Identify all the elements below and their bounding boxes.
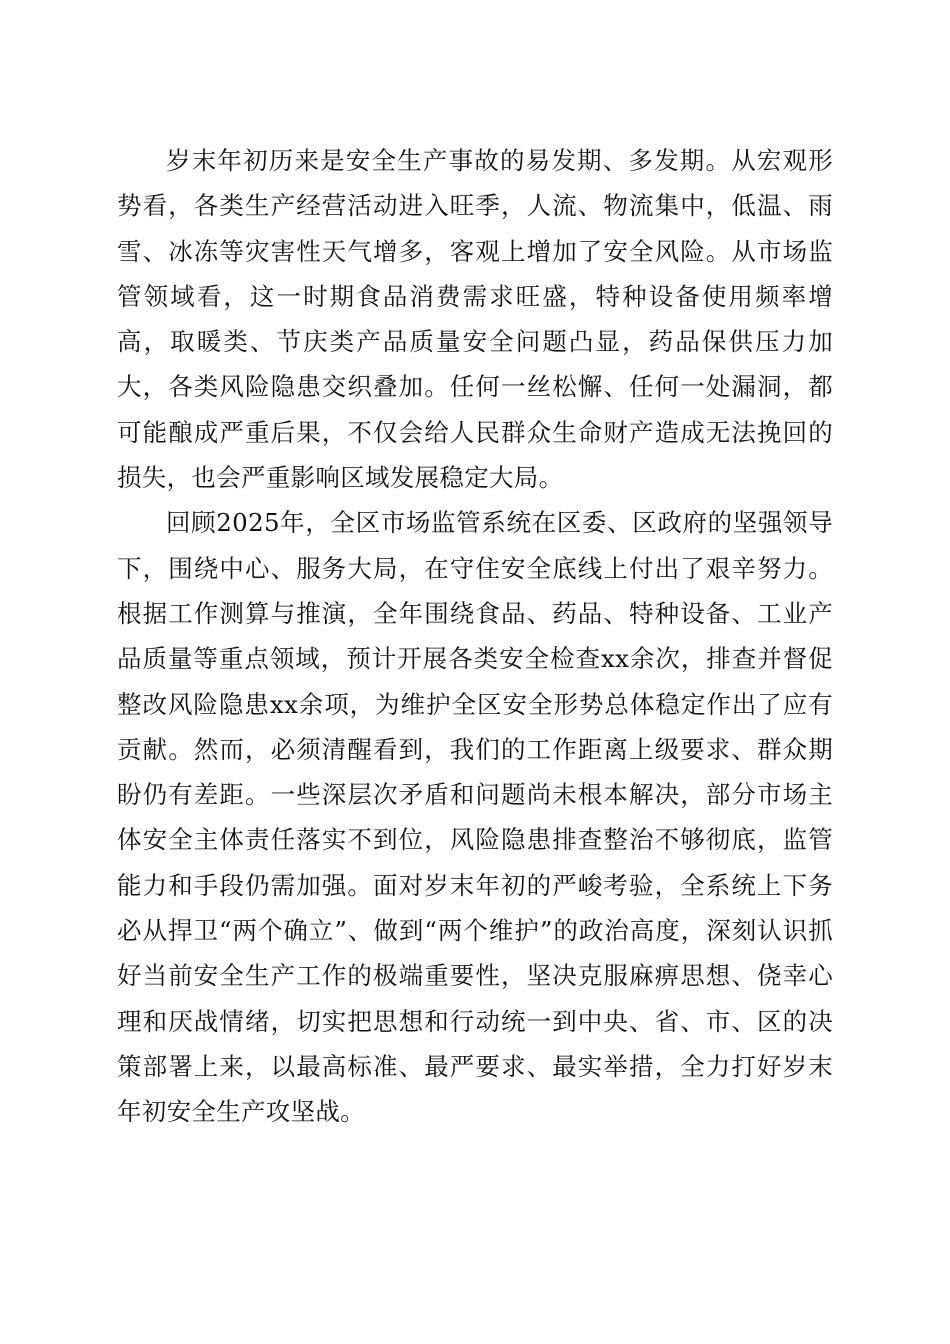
paragraph-2: 回顾2025年，全区市场监管系统在区委、区政府的坚强领导下，围绕中心、服务大局，在守住安全底线上付出了艰辛努力。根据工作测算与推演，全年围绕食品、药品、特种设备、工业产品质量等重点领域，预计开展各类安全检查xx余次，排查并督促整改风险隐患xx余项，为维护全区安全形势总体稳定作出了应有贡献。然而，必须清醒看到，我们的工作距离上级要求、群众期盼仍有差距。一些深层次矛盾和问题尚未根本解决，部分市场主体安全主体责任落实不到位，风险隐患排查整治不够彻底，监管能力和手段仍需加强。面对岁末年初的严峻考验，全系统上下务必从捍卫“两个确立”、做到“两个维护”的政治高度，深刻认识抓好当前安全生产工作的极端重要性，坚决克服麻痹思想、侥幸心理和厌战情绪，切实把思想和行动统一到中央、省、市、区的决策部署上来，以最高标准、最严要求、最实举措，全力打好岁末年初安全生产攻坚战。 <box>117 508 833 1127</box>
document-body <box>117 138 833 1135</box>
paragraph-1: 岁末年初历来是安全生产事故的易发期、多发期。从宏观形势看，各类生产经营活动进入旺季，人流、物流集中，低温、雨雪、冰冻等灾害性天气增多，客观上增加了安全风险。从市场监管领域看，这一时期食品消费需求旺盛，特种设备使用频率增高，取暖类、节庆类产品质量安全问题凸显，药品保供压力加大，各类风险隐患交织叠加。任何一丝松懈、任何一处漏洞，都可能酿成严重后果，不仅会给人民群众生命财产造成无法挽回的损失，也会严重影响区域发展稳定大局。 <box>117 146 833 493</box>
